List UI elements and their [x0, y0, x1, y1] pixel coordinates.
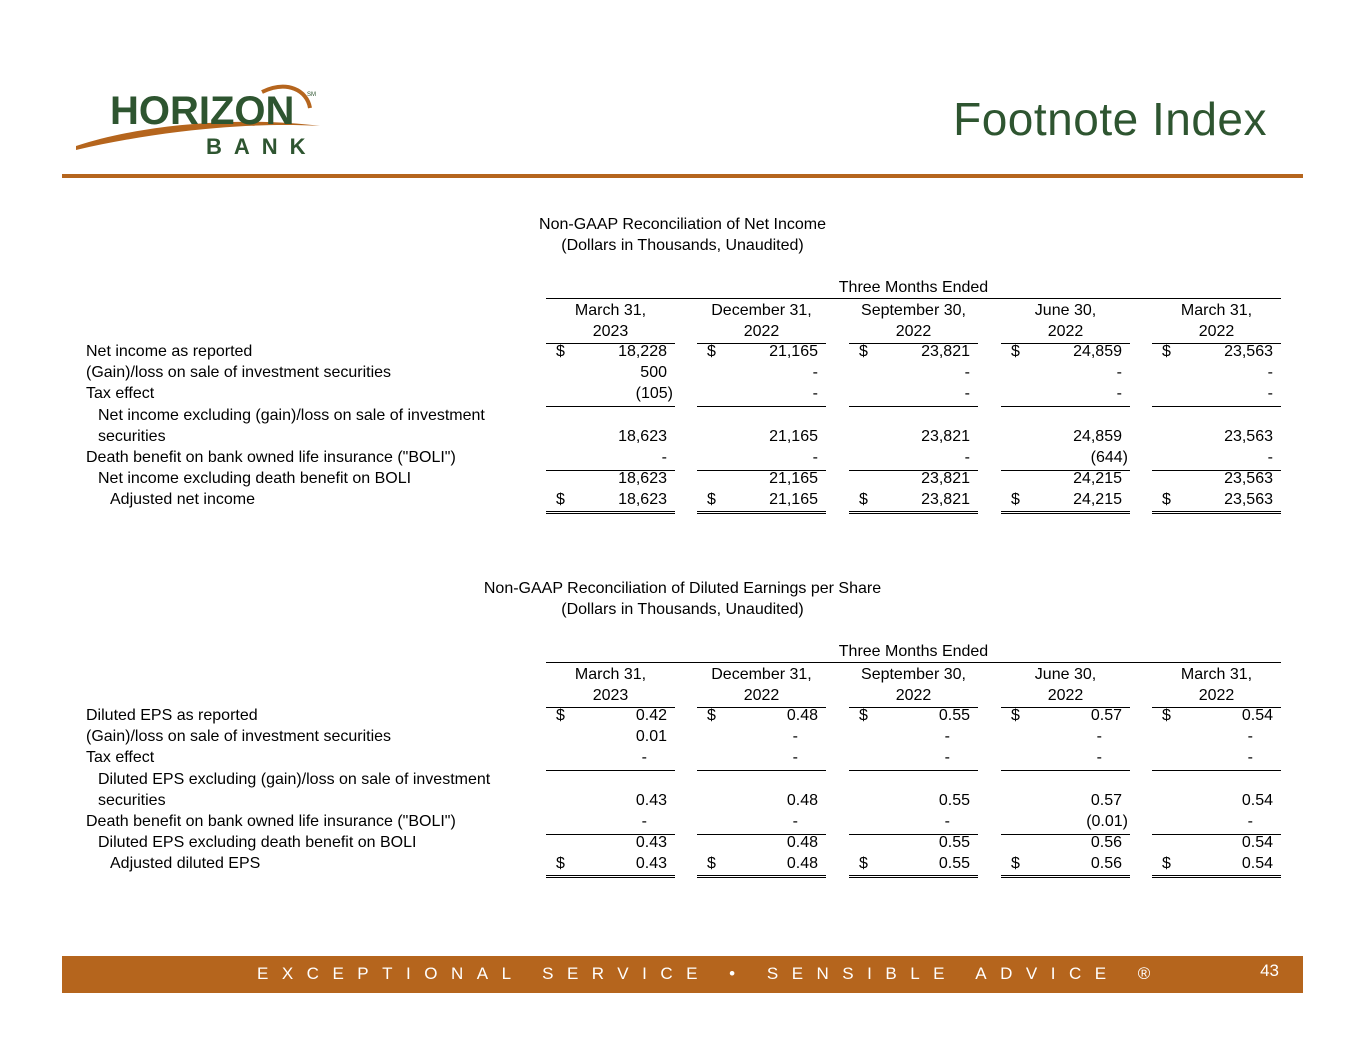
table-cell — [546, 834, 675, 854]
row-label: Diluted EPS excluding (gain)/loss on sale of investment — [98, 770, 491, 788]
table-cell — [1152, 343, 1281, 363]
table-cell — [546, 449, 675, 469]
cell-value: - — [792, 813, 798, 830]
total-double-rule — [849, 511, 978, 514]
column-header-line2: 2022 — [895, 323, 932, 340]
cell-value: - — [1247, 728, 1253, 746]
table-cell — [1152, 470, 1281, 490]
column-header-line2: 2023 — [592, 687, 629, 704]
table-cell — [697, 813, 826, 833]
table-cell — [1001, 834, 1130, 854]
cell-value: 0.01 — [635, 728, 667, 746]
table-cell — [1001, 813, 1130, 833]
cell-value: 21,165 — [769, 343, 818, 360]
table-cell — [1152, 407, 1281, 427]
table-cell — [849, 407, 978, 427]
cell-value: 24,859 — [1073, 427, 1122, 445]
column-header-line1: September 30, — [861, 666, 966, 683]
total-double-rule — [546, 875, 675, 878]
cell-value: - — [812, 364, 818, 382]
table-cell — [697, 470, 826, 490]
cell-value: 0.48 — [786, 791, 818, 809]
table-cell — [1001, 385, 1130, 405]
cell-value: - — [1116, 385, 1122, 403]
horizon-bank-logo — [72, 80, 332, 164]
dollar-sign: $ — [1011, 343, 1020, 360]
column-header-line2: 2022 — [743, 687, 780, 704]
row-label: (Gain)/loss on sale of investment securities — [86, 728, 392, 746]
row-label: Net income as reported — [86, 343, 253, 360]
row-label: Diluted EPS as reported — [86, 707, 258, 724]
dollar-sign: $ — [1011, 855, 1020, 873]
cell-value: - — [964, 385, 970, 403]
column-header-line1: March 31, — [574, 302, 647, 319]
column-header-line2: 2022 — [743, 323, 780, 340]
cell-value: - — [812, 449, 818, 466]
table-cell — [1001, 855, 1130, 875]
total-double-rule — [1001, 511, 1130, 514]
cell-value: (0.01) — [1086, 813, 1128, 830]
cell-value: - — [1267, 449, 1273, 466]
cell-value: - — [792, 728, 798, 746]
table-cell — [1152, 385, 1281, 405]
table-cell — [1001, 771, 1130, 791]
dollar-sign: $ — [707, 491, 716, 509]
row-label: Death benefit on bank owned life insurance ("BOLI") — [86, 813, 456, 830]
column-header — [849, 664, 978, 706]
cell-value: 18,623 — [618, 470, 667, 488]
table-cell — [1152, 428, 1281, 448]
table-cell — [849, 343, 978, 363]
cell-value: 0.56 — [1090, 834, 1122, 852]
row-label: Diluted EPS excluding death benefit on BOLI — [98, 834, 417, 852]
cell-value: - — [1247, 749, 1253, 767]
cell-value: 23,563 — [1224, 491, 1273, 509]
table-title: Non-GAAP Reconciliation of Diluted Earnings per Share — [483, 580, 882, 597]
cell-value: 23,563 — [1224, 470, 1273, 488]
table-cell — [546, 707, 675, 727]
column-header — [1001, 664, 1130, 706]
table-cell — [546, 364, 675, 384]
column-header — [697, 664, 826, 706]
column-header-line1: December 31, — [711, 666, 812, 683]
column-header-line1: March 31, — [1180, 666, 1253, 683]
table-cell — [697, 834, 826, 854]
column-header-line2: 2022 — [1047, 687, 1084, 704]
row-label: Adjusted diluted EPS — [110, 855, 261, 873]
cell-value: 0.48 — [786, 834, 818, 852]
column-header — [546, 664, 675, 706]
column-header-line2: 2023 — [592, 323, 629, 340]
dollar-sign: $ — [859, 707, 868, 724]
table-cell — [697, 792, 826, 812]
cell-value: (105) — [635, 385, 673, 403]
column-header-line1: September 30, — [861, 302, 966, 319]
table-cell — [1001, 364, 1130, 384]
cell-value: 0.54 — [1241, 834, 1273, 852]
dollar-sign: $ — [1162, 707, 1171, 724]
cell-value: 0.42 — [635, 707, 667, 724]
cell-value: 18,228 — [618, 343, 667, 360]
cell-value: - — [1096, 749, 1102, 767]
logo-wordmark: HORIZON — [110, 89, 295, 133]
cell-value: - — [944, 728, 950, 746]
cell-value: - — [1247, 813, 1253, 830]
cell-value: - — [641, 813, 647, 830]
dollar-sign: $ — [556, 707, 565, 724]
cell-value: - — [661, 449, 667, 466]
table-cell — [546, 343, 675, 363]
table-cell — [1152, 364, 1281, 384]
table-cell — [1152, 749, 1281, 769]
cell-value: 18,623 — [618, 427, 667, 445]
total-double-rule — [1152, 511, 1281, 514]
logo-sm-mark: SM — [307, 92, 316, 98]
period-rule — [546, 662, 1281, 663]
table-title: Non-GAAP Reconciliation of Net Income — [539, 216, 826, 233]
table-cell — [849, 707, 978, 727]
table-cell — [849, 813, 978, 833]
table-cell — [697, 855, 826, 875]
row-label: (Gain)/loss on sale of investment securities — [86, 364, 392, 382]
table-cell — [1001, 449, 1130, 469]
table-cell — [1152, 771, 1281, 791]
row-label: Tax effect — [86, 385, 155, 403]
total-double-rule — [697, 875, 826, 878]
cell-value: 24,215 — [1073, 470, 1122, 488]
cell-value: 0.54 — [1241, 707, 1273, 724]
table-cell — [546, 792, 675, 812]
table-cell — [546, 749, 675, 769]
period-rule — [546, 298, 1281, 299]
cell-value: 0.54 — [1241, 855, 1273, 873]
cell-value: 0.57 — [1090, 791, 1122, 809]
table-cell — [697, 364, 826, 384]
page-number: 43 — [1260, 961, 1279, 980]
cell-value: 23,821 — [921, 491, 970, 509]
table-cell — [697, 385, 826, 405]
table-cell — [1152, 491, 1281, 511]
table-cell — [697, 749, 826, 769]
table-cell — [1001, 470, 1130, 490]
table-cell — [849, 728, 978, 748]
cell-value: 23,563 — [1224, 343, 1273, 360]
table-cell — [849, 491, 978, 511]
table-cell — [697, 771, 826, 791]
dollar-sign: $ — [707, 855, 716, 873]
table-cell — [546, 855, 675, 875]
column-header — [546, 300, 675, 342]
cell-value: 0.54 — [1241, 791, 1273, 809]
cell-value: 24,859 — [1073, 343, 1122, 360]
cell-value: 0.48 — [786, 855, 818, 873]
table-cell — [697, 407, 826, 427]
cell-value: 0.43 — [635, 834, 667, 852]
table-cell — [1001, 792, 1130, 812]
table-cell — [849, 364, 978, 384]
column-header — [1152, 664, 1281, 706]
table-cell — [849, 834, 978, 854]
cell-value: 0.43 — [635, 791, 667, 809]
footer-tagline: EXCEPTIONAL SERVICE • SENSIBLE ADVICE ® — [257, 964, 1164, 983]
table-subtitle: (Dollars in Thousands, Unaudited) — [561, 237, 804, 254]
row-label: securities — [98, 791, 166, 809]
header-divider — [62, 174, 1303, 178]
cell-value: 21,165 — [769, 427, 818, 445]
period-label: Three Months Ended — [838, 279, 989, 296]
row-label: Death benefit on bank owned life insurance ("BOLI") — [86, 449, 456, 466]
cell-value: 0.48 — [786, 707, 818, 724]
cell-value: - — [944, 813, 950, 830]
dollar-sign: $ — [707, 343, 716, 360]
cell-value: 23,821 — [921, 427, 970, 445]
cell-value: - — [944, 749, 950, 767]
table-cell — [546, 813, 675, 833]
cell-value: 0.55 — [938, 707, 970, 724]
cell-value: 24,215 — [1073, 491, 1122, 509]
dollar-sign: $ — [859, 855, 868, 873]
cell-value: 0.55 — [938, 855, 970, 873]
row-label: Adjusted net income — [110, 491, 255, 509]
table-cell — [1001, 343, 1130, 363]
dollar-sign: $ — [1162, 491, 1171, 509]
table-cell — [697, 491, 826, 511]
table-cell — [849, 385, 978, 405]
column-header-line2: 2022 — [895, 687, 932, 704]
column-header — [1152, 300, 1281, 342]
dollar-sign: $ — [1011, 491, 1020, 509]
dollar-sign: $ — [1011, 707, 1020, 724]
cell-value: - — [1267, 364, 1273, 382]
cell-value: - — [1116, 364, 1122, 382]
cell-value: - — [792, 749, 798, 767]
table-subtitle: (Dollars in Thousands, Unaudited) — [561, 601, 804, 618]
table-cell — [697, 728, 826, 748]
cell-value: - — [1096, 728, 1102, 746]
table-cell — [1001, 707, 1130, 727]
table-cell — [1152, 855, 1281, 875]
table-cell — [1001, 728, 1130, 748]
total-double-rule — [546, 511, 675, 514]
dollar-sign: $ — [859, 491, 868, 509]
column-header-line2: 2022 — [1198, 323, 1235, 340]
dollar-sign: $ — [1162, 343, 1171, 360]
column-header-line2: 2022 — [1047, 323, 1084, 340]
footer-bar — [62, 956, 1303, 993]
row-label: securities — [98, 427, 166, 445]
cell-value: (644) — [1090, 449, 1128, 466]
table-cell — [849, 855, 978, 875]
cell-value: 0.57 — [1090, 707, 1122, 724]
column-header — [849, 300, 978, 342]
column-header-line1: March 31, — [574, 666, 647, 683]
total-double-rule — [697, 511, 826, 514]
row-label: Tax effect — [86, 749, 155, 767]
period-label: Three Months Ended — [838, 643, 989, 660]
dollar-sign: $ — [859, 343, 868, 360]
table-cell — [697, 707, 826, 727]
table-cell — [1152, 728, 1281, 748]
cell-value: - — [964, 449, 970, 466]
table-cell — [1152, 834, 1281, 854]
table-cell — [546, 428, 675, 448]
table-cell — [546, 491, 675, 511]
total-double-rule — [1001, 875, 1130, 878]
total-double-rule — [1152, 875, 1281, 878]
dollar-sign: $ — [556, 343, 565, 360]
cell-value: - — [1267, 385, 1273, 403]
cell-value: 0.56 — [1090, 855, 1122, 873]
table-cell — [1001, 407, 1130, 427]
cell-value: 21,165 — [769, 470, 818, 488]
column-header-line1: December 31, — [711, 302, 812, 319]
table-cell — [1152, 707, 1281, 727]
table-cell — [546, 385, 675, 405]
row-label: Net income excluding (gain)/loss on sale of investment — [98, 406, 485, 424]
table-cell — [1001, 749, 1130, 769]
page-title: Footnote Index — [953, 93, 1267, 145]
dollar-sign: $ — [556, 855, 565, 873]
table-cell — [849, 428, 978, 448]
column-header — [697, 300, 826, 342]
column-header-line1: June 30, — [1034, 666, 1097, 683]
column-header — [1001, 300, 1130, 342]
table-cell — [849, 749, 978, 769]
cell-value: - — [812, 385, 818, 403]
table-cell — [1001, 428, 1130, 448]
table-cell — [697, 428, 826, 448]
table-cell — [849, 449, 978, 469]
table-cell — [849, 792, 978, 812]
table-cell — [1152, 449, 1281, 469]
cell-value: - — [964, 364, 970, 382]
table-cell — [849, 470, 978, 490]
cell-value: 21,165 — [769, 491, 818, 509]
cell-value: - — [641, 749, 647, 767]
cell-value: 500 — [640, 364, 667, 382]
table-cell — [546, 470, 675, 490]
cell-value: 0.55 — [938, 791, 970, 809]
column-header-line1: June 30, — [1034, 302, 1097, 319]
cell-value: 23,563 — [1224, 427, 1273, 445]
table-cell — [849, 771, 978, 791]
table-cell — [546, 728, 675, 748]
cell-value: 23,821 — [921, 470, 970, 488]
row-label: Net income excluding death benefit on BOLI — [98, 470, 412, 488]
table-cell — [546, 771, 675, 791]
dollar-sign: $ — [556, 491, 565, 509]
table-cell — [697, 343, 826, 363]
column-header-line2: 2022 — [1198, 687, 1235, 704]
table-cell — [697, 449, 826, 469]
cell-value: 18,623 — [618, 491, 667, 509]
table-cell — [1001, 491, 1130, 511]
table-cell — [1152, 813, 1281, 833]
cell-value: 0.43 — [635, 855, 667, 873]
cell-value: 0.55 — [938, 834, 970, 852]
logo-subword: BANK — [206, 134, 318, 159]
column-header-line1: March 31, — [1180, 302, 1253, 319]
table-cell — [546, 407, 675, 427]
dollar-sign: $ — [707, 707, 716, 724]
dollar-sign: $ — [1162, 855, 1171, 873]
table-cell — [1152, 792, 1281, 812]
cell-value: 23,821 — [921, 343, 970, 360]
total-double-rule — [849, 875, 978, 878]
